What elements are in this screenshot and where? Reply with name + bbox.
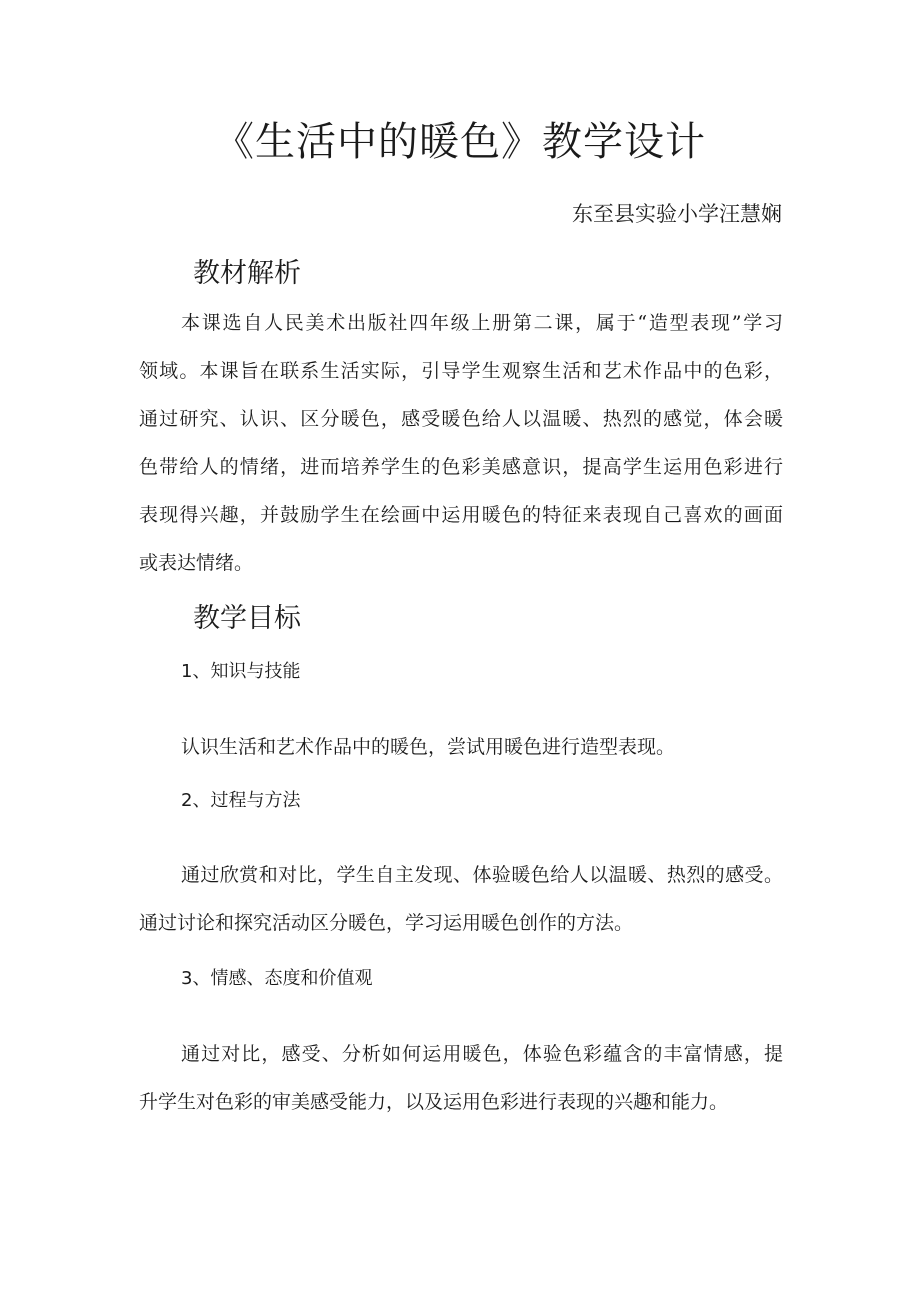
objective-text: 通过欣赏和对比，学生自主发现、体验暖色给人以温暖、热烈的感受。 [181, 864, 783, 886]
paragraph-line: 或表达情绪。 [139, 552, 254, 574]
paragraph-line: 领域。本课旨在联系生活实际，引导学生观察生活和艺术作品中的色彩， [139, 360, 783, 382]
objective-text: 通过讨论和探究活动区分暖色，学习运用暖色创作的方法。 [139, 912, 634, 934]
objective-text: 通过对比，感受、分析如何运用暖色，体验色彩蕴含的丰富情感，提 [181, 1043, 783, 1065]
objective-text: 升学生对色彩的审美感受能力，以及运用色彩进行表现的兴趣和能力。 [139, 1091, 729, 1113]
document-title: 《生活中的暖色》教学设计 [214, 119, 706, 165]
section-heading-teaching-objectives: 教学目标 [193, 603, 301, 634]
objective-heading-emotion-values: 3、情感、态度和价值观 [181, 968, 373, 989]
objective-heading-process-methods: 2、过程与方法 [181, 790, 301, 811]
objective-heading-knowledge-skills: 1、知识与技能 [181, 661, 301, 682]
objective-text: 认识生活和艺术作品中的暖色，尝试用暖色进行造型表现。 [181, 736, 676, 758]
section-heading-material-analysis: 教材解析 [193, 258, 301, 289]
author-line: 东至县实验小学汪慧娴 [572, 202, 782, 226]
paragraph-line: 本课选自人民美术出版社四年级上册第二课，属于“造型表现”学习 [181, 312, 783, 334]
paragraph-line: 通过研究、认识、区分暖色，感受暖色给人以温暖、热烈的感觉，体会暖 [139, 408, 783, 430]
paragraph-line: 表现得兴趣，并鼓励学生在绘画中运用暖色的特征来表现自己喜欢的画面 [139, 504, 783, 526]
paragraph-line: 色带给人的情绪，进而培养学生的色彩美感意识，提高学生运用色彩进行 [139, 456, 783, 478]
